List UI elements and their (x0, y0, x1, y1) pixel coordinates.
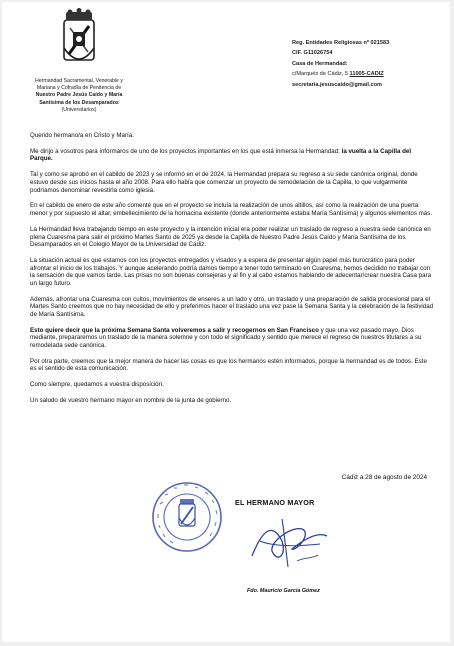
paragraph: Como siempre, quedamos a vuestra disposición. (30, 381, 164, 389)
letter-body (30, 132, 434, 413)
email-address: secretaria.jesuscaido@gmail.com (292, 81, 383, 88)
org-line: Mariana y Cofradía de Penitencia de (36, 85, 122, 92)
brotherhood-crest-icon (56, 8, 102, 70)
paragraph-bold: Esto quiere decir que la próxima Semana Santa volveremos a salir y recogernos en San Francisco (30, 326, 319, 334)
address-street: c/Marqués de Cádiz, 5 (292, 71, 350, 78)
handwritten-signature-icon (242, 511, 337, 571)
brotherhood-name (6, 78, 152, 114)
paragraph: Por otra parte, creemos que la mejor manera de hacer las cosas es que los hermanos estén informados, porque la hermandad es de todos. Este es el sentido de esta comunicación. (30, 357, 427, 373)
paragraph: Tal y como se aprobó en el cabildo de 2023 y se informó en el de 2024, la Hermandad prepara su regreso a su sede canónica original, donde estuvo desde sus inicios hasta el año 2008. Para ello había que comenzar un proyecto de remodelación de la Capilla, lo que vulgarmente podríamos denominar revestirla como iglesia. (30, 171, 418, 194)
greeting: Querido hermano/a en Cristo y María. (30, 132, 134, 139)
letter-page (2, 2, 450, 642)
paragraph-bold: la vuelta a la Capilla del Parque. (30, 147, 412, 163)
paragraph: Un saludo de vuestro hermano mayor en nombre de la junta de gobierno. (30, 397, 232, 405)
address-zip: 11005-CADIZ (349, 71, 384, 78)
seal-stamp-icon (150, 480, 224, 554)
org-line: Santísima de los Desamparados (39, 99, 119, 106)
signatory-name: Fdo. Mauricio García Gómez (247, 588, 320, 594)
org-line: (Universitarios) (61, 106, 97, 113)
cif-number: CIF. G11026754 (292, 50, 333, 57)
paragraph: Además, afrontar una Cuaresma con cultos, movimientos de enseres a un lado y otro, un traslado y una preparación de salida procesional para el Martes Santo creemos que no hay necesidad de ello y preferimos hacer el traslado una vez pase la Semana Santa y la celebración de la festividad de María Santísima. (30, 295, 434, 318)
paragraph-text: Me dirijo a vosotros para informaros de uno de los proyectos importantes en los que está inmersa la Hermandad: (30, 147, 342, 155)
signature-title: EL HERMANO MAYOR (235, 498, 315, 507)
paragraph: La Hermandad lleva trabajando tiempo en este proyecto y la intención inicial era poder realizar un traslado de regreso a nuestra sede canónica en plena Cuaresma para salir el próximo Martes Santo de 2025 ya desde la Capilla de Nuestro Padre Jesús Caído y María Santísima de los Desamparados en el Colegio Mayor de la Universidad de Cádiz. (30, 225, 431, 249)
registry-number: Reg. Entidades Religiosas nº 021583 (292, 40, 390, 46)
paragraph (30, 327, 434, 350)
paragraph-text: y que una vez pasado mayo, Dios mediante, prepararemos un traslado de la manera solemne y con todo el significado y sentido que merece el regreso de nuestros titulares a su remodelada sede canónica. (30, 326, 422, 349)
org-line: Hermandad Sacramental, Venerable y (35, 78, 123, 84)
casa-label: Casa de Hermandad: (292, 60, 348, 67)
paragraph: En el cabildo de enero de este año comenté que en el proyecto se incluía la realización de unos altillos, así como la realización de una puerta menor y por supuesto el altar, embellecimiento de la hornacina existente (donde anteriormente estaba María Santísima) y algunos elementos más. (30, 202, 433, 218)
address (292, 69, 442, 79)
org-line: Nuestro Padre Jesús Caído y María (35, 92, 123, 99)
letter-date: Cádiz a 28 de agosto de 2024 (341, 474, 427, 481)
paragraph: La situación actual es que estamos con los proyectos entregados y visados y a espera de presentar algún papel más burocrático para poder afrontar el inicio de los trabajos. Y aunque acelerando podría damos tiempo a tener todo terminado en Cuaresma, hemos decidido no trabajar con la sensación de que vamos tarde. Las prisas no son buenas consejeras y al fin y al cabo estamos hablando de adecentar/crear nuestra Casa para un largo futuro. (30, 257, 432, 287)
paragraph (30, 148, 434, 163)
contact-block (292, 38, 442, 90)
